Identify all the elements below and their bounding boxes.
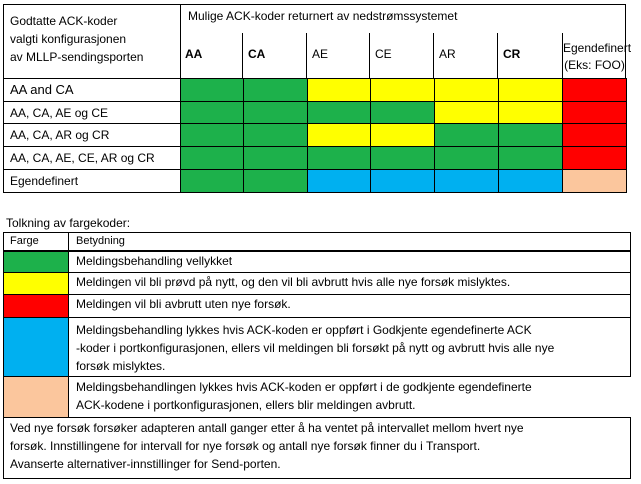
legend-meaning-cell [68, 317, 631, 377]
legend-meaning-cell [68, 376, 631, 418]
row-label-cell [3, 78, 181, 102]
legend-header-divider [68, 232, 69, 251]
column-header-cr [498, 33, 562, 79]
color-cell-green [180, 101, 244, 124]
color-cell-green [370, 101, 435, 124]
legend-header-color: Farge [10, 235, 39, 247]
color-cell-green [243, 146, 308, 170]
legend-meaning-cell [68, 272, 631, 295]
color-cell-green [434, 146, 499, 170]
color-cell-peach [562, 169, 627, 193]
accepted-codes-header-line: Godtatte ACK-koder [10, 14, 118, 28]
color-cell-green [307, 146, 371, 170]
color-cell-green [370, 146, 435, 170]
color-cell-green [180, 146, 244, 170]
legend-note-line: forsøk. Innstillingene for intervall for nye forsøk og antall nye forsøk finner du i Transport. [10, 439, 481, 453]
color-cell-yellow [434, 101, 499, 124]
color-cell-red [562, 123, 627, 147]
legend-title: Tolkning av fargekoder: [6, 216, 131, 230]
legend-meaning-line: Meldingsbehandlingen lykkes hvis ACK-koden er oppført i de godkjente egendefinerte [76, 380, 532, 394]
row-label: AA, CA, AE, CE, AR og CR [10, 151, 155, 165]
column-header-ce [370, 33, 434, 79]
color-cell-green [434, 123, 499, 147]
legend-meaning-line: Meldingen vil bli prøvd på nytt, og den vil bli avbrutt hvis alle nye forsøk mislyktes. [76, 275, 511, 289]
column-header-label: AR [439, 47, 456, 61]
color-cell-yellow [307, 78, 371, 102]
accepted-codes-header-line: av MLLP-sendingsporten [10, 50, 144, 64]
color-cell-red [562, 146, 627, 170]
legend-swatch-peach [3, 376, 69, 418]
color-cell-blue [370, 169, 435, 193]
color-cell-yellow [434, 78, 499, 102]
color-cell-green [243, 78, 308, 102]
color-cell-red [562, 78, 627, 102]
legend-note-line: Ved nye forsøk forsøker adapteren antall ganger etter å ha ventet på intervallet mellom hvert nye [10, 421, 524, 435]
color-cell-blue [498, 169, 563, 193]
color-cell-yellow [498, 101, 563, 124]
color-cell-green [180, 78, 244, 102]
color-cell-green [498, 146, 563, 170]
legend-swatch-blue [3, 317, 69, 377]
row-label-cell [3, 101, 181, 124]
color-cell-yellow [370, 78, 435, 102]
row-label-cell [3, 146, 181, 170]
legend-meaning-cell [68, 251, 631, 273]
color-cell-yellow [498, 78, 563, 102]
column-header-ae [307, 33, 370, 79]
row-label: Egendefinert [10, 174, 79, 188]
color-cell-yellow [370, 123, 435, 147]
row-label: AA, CA, AR og CR [10, 128, 110, 142]
legend-meaning-line: Meldingen vil bli avbrutt uten nye forsøk. [76, 297, 291, 311]
legend-header-meaning: Betydning [76, 235, 125, 247]
color-cell-green [243, 169, 308, 193]
column-header-label: AE [312, 47, 329, 61]
color-cell-yellow [307, 123, 371, 147]
column-header-aa [180, 33, 243, 79]
color-cell-blue [434, 169, 499, 193]
legend-meaning-line: Meldingsbehandling vellykket [76, 254, 233, 268]
legend-meaning-line: Meldingsbehandling lykkes hvis ACK-koden er oppført i Godkjente egendefinerte ACK [76, 323, 532, 337]
color-cell-green [498, 123, 563, 147]
color-cell-green [180, 169, 244, 193]
color-cell-green [243, 123, 308, 147]
color-cell-green [243, 101, 308, 124]
column-header-label: CA [248, 47, 266, 61]
legend-meaning-line: ACK-kodene i portkonfigurasjonen, ellers blir meldingen avbrutt. [76, 398, 416, 412]
accepted-codes-header-label [10, 12, 143, 66]
legend-meaning-line: -koder i portkonfigurasjonen, ellers vil meldingen bli forsøkt på nytt og avbrutt hvis alle nye [76, 341, 555, 355]
column-header-label: CR [503, 47, 521, 61]
column-header-ar [434, 33, 498, 79]
legend-swatch-yellow [3, 272, 69, 295]
column-header-ca [243, 33, 307, 79]
row-label-cell [3, 123, 181, 147]
color-cell-blue [307, 169, 371, 193]
legend-meaning-line: forsøk mislyktes. [76, 359, 166, 373]
custom-column-header-line: (Eks: FOO) [564, 58, 625, 72]
column-header-label: AA [185, 47, 203, 61]
custom-column-header-line: Egendefinert [563, 41, 632, 55]
legend-note-line: Avanserte alternativer-innstillinger for Send-porten. [10, 457, 281, 471]
row-label: AA, CA, AE og CE [10, 106, 109, 120]
row-label-cell [3, 169, 181, 193]
column-header-custom [562, 33, 632, 79]
accepted-codes-header-line: valgti konfigurasjonen [10, 32, 127, 46]
color-cell-green [180, 123, 244, 147]
returned-codes-header-title: Mulige ACK-koder returnert av nedstrømssystemet [188, 9, 458, 23]
color-cell-green [307, 101, 371, 124]
column-header-label: CE [375, 47, 392, 61]
color-cell-red [562, 101, 627, 124]
row-label: AA and CA [10, 82, 74, 97]
legend-meaning-cell [68, 294, 631, 318]
legend-swatch-green [3, 251, 69, 273]
legend-swatch-red [3, 294, 69, 318]
